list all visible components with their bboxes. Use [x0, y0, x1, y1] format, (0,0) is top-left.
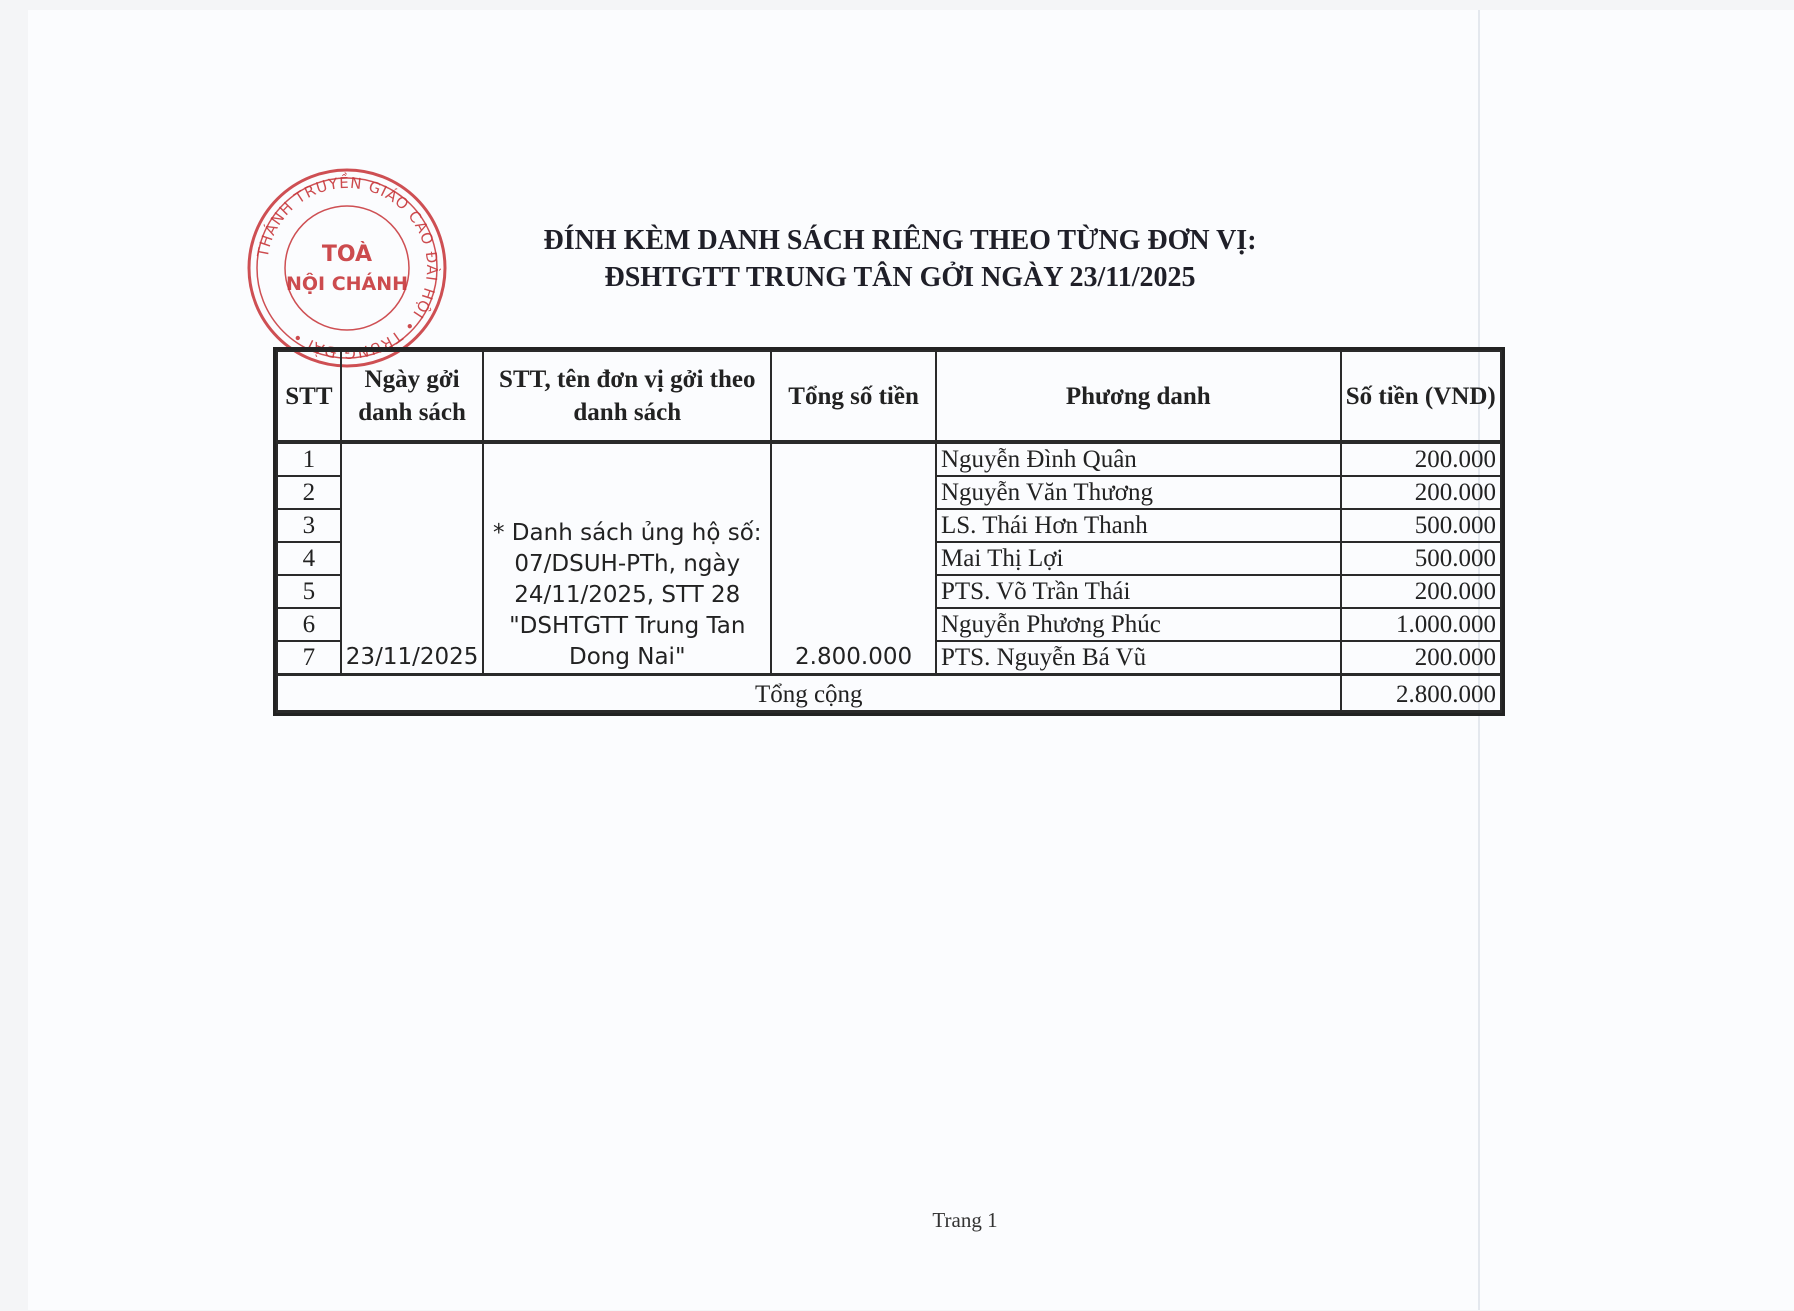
- row-amount: 200.000: [1341, 575, 1501, 608]
- page-number: Trang 1: [932, 1208, 998, 1232]
- row-amount: 1.000.000: [1341, 608, 1501, 641]
- svg-text:NỘI CHÁNH: NỘI CHÁNH: [285, 273, 409, 295]
- row-stt: 7: [277, 641, 341, 675]
- svg-text:THÁNH TRUYỀN GIÁO CAO ĐÀI HỘI: THÁNH TRUYỀN GIÁO CAO ĐÀI HỘI • TRUNG ĐÀI •: [253, 173, 442, 363]
- svg-text:TOÀ: TOÀ: [321, 242, 373, 267]
- title-line-2: ĐSHTGTT TRUNG TÂN GỞI NGÀY 23/11/2025: [604, 262, 1196, 293]
- total-sum: 2.800.000: [1341, 675, 1501, 712]
- row-name: Nguyễn Đình Quân: [936, 442, 1341, 476]
- header-stt: STT: [277, 351, 341, 442]
- send-date: 23/11/2025: [341, 442, 484, 675]
- total-label: Tổng cộng: [277, 675, 1341, 712]
- row-stt: 6: [277, 608, 341, 641]
- title-line-1: ĐÍNH KÈM DANH SÁCH RIÊNG THEO TỪNG ĐƠN VỊ:: [543, 225, 1257, 256]
- row-stt: 4: [277, 542, 341, 575]
- unit-description: * Danh sách ủng hộ số: 07/DSUH-PTh, ngày 24/11/2025, STT 28 "DSHTGTT Trung Tan Dong Nai": [483, 442, 771, 675]
- table-header-row: [277, 351, 1501, 442]
- row-name: PTS. Nguyễn Bá Vũ: [936, 641, 1341, 675]
- header-total: Tổng số tiền: [771, 351, 936, 442]
- header-amount: Số tiền (VND): [1341, 351, 1501, 442]
- total-amount: 2.800.000: [771, 442, 936, 675]
- table-body: [277, 442, 1501, 712]
- row-name: Nguyễn Văn Thương: [936, 476, 1341, 509]
- row-amount: 200.000: [1341, 476, 1501, 509]
- row-name: LS. Thái Hơn Thanh: [936, 509, 1341, 542]
- donation-table: [276, 350, 1502, 713]
- row-amount: 200.000: [1341, 641, 1501, 675]
- header-date: Ngày gởi danh sách: [341, 351, 484, 442]
- row-stt: 1: [277, 442, 341, 476]
- table-row: [277, 442, 1501, 476]
- row-name: PTS. Võ Trần Thái: [936, 575, 1341, 608]
- row-name: Nguyễn Phương Phúc: [936, 608, 1341, 641]
- header-unit: STT, tên đơn vị gởi theo danh sách: [483, 351, 771, 442]
- header-name: Phương danh: [936, 351, 1341, 442]
- row-amount: 500.000: [1341, 542, 1501, 575]
- table-total-row: [277, 675, 1501, 712]
- row-amount: 500.000: [1341, 509, 1501, 542]
- row-stt: 3: [277, 509, 341, 542]
- row-amount: 200.000: [1341, 442, 1501, 476]
- red-seal-stamp: [240, 168, 454, 368]
- row-stt: 5: [277, 575, 341, 608]
- row-stt: 2: [277, 476, 341, 509]
- document-title: [440, 222, 1360, 296]
- row-name: Mai Thị Lợi: [936, 542, 1341, 575]
